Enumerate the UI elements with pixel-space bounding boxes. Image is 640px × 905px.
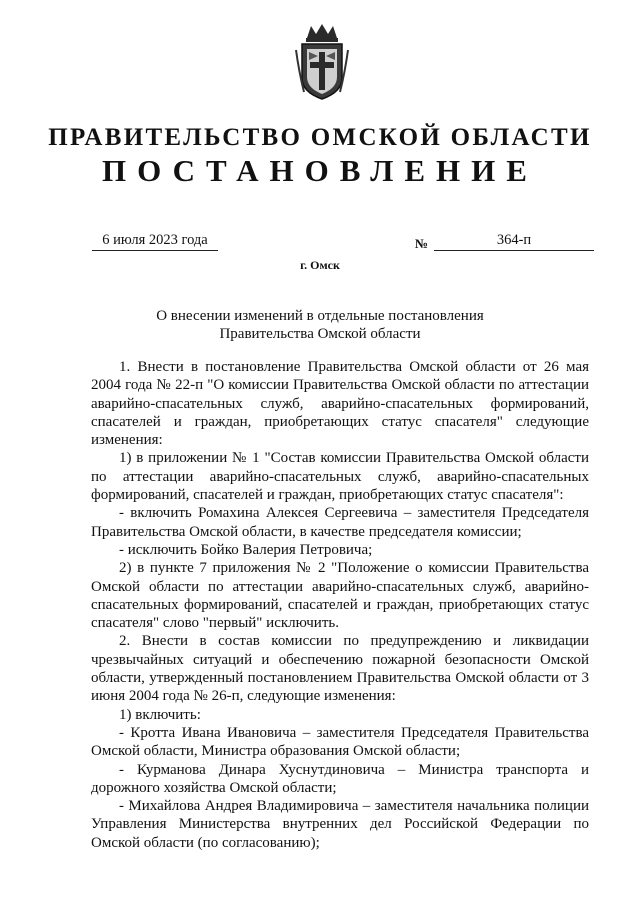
paragraph: 1) в приложении № 1 "Состав комиссии Правительства Омской области по аттестации аварийно-спасательных служб, аварийно-спасательных формирований, спасателей и граждан, приобретающих статус спасателя": — [91, 450, 589, 504]
paragraph: 1) включить: — [119, 706, 201, 723]
government-title: ПРАВИТЕЛЬСТВО ОМСКОЙ ОБЛАСТИ — [48, 124, 592, 151]
document-subject — [0, 307, 640, 343]
subject-line-2: Правительства Омской области — [219, 326, 421, 342]
paragraph: - Михайлова Андрея Владимировича – заместителя начальника полиции Управления Министерства внутренних дел Российской Федерации по Омской области (по согласованию); — [91, 798, 589, 851]
paragraph: - исключить Бойко Валерия Петровича; — [119, 541, 373, 558]
paragraph: - включить Ромахина Алексея Сергеевича – заместителя Председателя Правительства Омской области, в качестве председателя комиссии; — [91, 505, 589, 540]
paragraph: 2. Внести в состав комиссии по предупреждению и ликвидации чрезвычайных ситуаций и обеспечению пожарной безопасности Омской области, утвержденный постановлением Правительства Омской области от 3 июня 2004 года № 26-п, следующие изменения: — [91, 633, 589, 705]
paragraph: 2) в пункте 7 приложения № 2 "Положение о комиссии Правительства Омской области по аттестации аварийно-спасательных служб, аварийно-спасательных формирований, спасателей и граждан, приобретающих статус спасателя" слово "первый" исключить. — [91, 560, 589, 632]
paragraph: - Курманова Динара Хуснутдиновича – Министра транспорта и дорожного хозяйства Омской области; — [91, 761, 589, 796]
document-number: 364-п — [434, 232, 594, 251]
document-body — [91, 358, 589, 852]
city-label: г. Омск — [300, 258, 340, 272]
coat-of-arms-icon — [293, 22, 351, 102]
document-type-heading: ПОСТАНОВЛЕНИЕ — [102, 153, 538, 188]
document-date: 6 июля 2023 года — [92, 232, 218, 251]
subject-line-1: О внесении изменений в отдельные постановления — [156, 308, 484, 324]
paragraph: - Кротта Ивана Ивановича – заместителя Председателя Правительства Омской области, Министра образования Омской области; — [91, 724, 589, 760]
paragraph: 1. Внести в постановление Правительства Омской области от 26 мая 2004 года № 22-п "О комиссии Правительства Омской области по аттестации аварийно-спасательных служб, аварийно-спасательных формирований, спасателей и граждан, приобретающих статус спасателя" следующие изменения: — [91, 359, 589, 449]
number-sign: № — [415, 236, 429, 251]
